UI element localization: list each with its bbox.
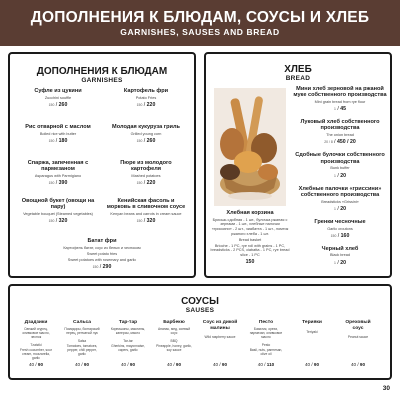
dish-name-en: Bread basket xyxy=(238,237,262,242)
sauce-desc: Помидоры, болгарский перец, репчатый лук xyxy=(64,326,100,335)
sauce-weight: 40 xyxy=(350,362,357,367)
sauce-weight: 40 xyxy=(120,362,127,367)
bread-item xyxy=(290,186,390,212)
dish-price: 150 / 290 xyxy=(92,264,112,271)
sauce-name-en: Tar-tar xyxy=(123,338,133,343)
page-subtitle: GARNISHES, SAUSES AND BREAD xyxy=(120,27,280,37)
bread-basket-photo xyxy=(214,88,286,206)
dish-name: Суфле из цукини xyxy=(34,88,82,94)
sauce-weight: 40 xyxy=(304,362,311,367)
dish-weight: 150 xyxy=(48,219,55,224)
bread-basket-illustration xyxy=(214,88,286,206)
sauce-name-en: Teriyaki xyxy=(306,329,318,334)
dish-weight: 150 xyxy=(136,181,143,186)
dish-price-value: 220 xyxy=(146,180,156,187)
dish-price-value: 45 xyxy=(340,106,346,113)
dish-price: 150 / 260 xyxy=(48,101,68,108)
garnish-item xyxy=(106,88,186,108)
dish-price: 150 / 320 xyxy=(136,218,156,225)
dish-weight: 1 xyxy=(334,107,336,112)
page-title: ДОПОЛНЕНИЯ К БЛЮДАМ, СОУСЫ И ХЛЕБ xyxy=(30,9,370,26)
dish-weight: 150 xyxy=(48,102,55,107)
sauce-item xyxy=(64,320,100,356)
dish-name-en: Bunk buffer xyxy=(330,166,350,171)
dish-price-value: 450 / 20 xyxy=(337,139,356,146)
dish-weight: 1 xyxy=(334,173,336,178)
dish-name: Луковый хлеб собственного производства xyxy=(300,119,380,132)
dish-weight: 150 xyxy=(48,138,55,143)
bread-item xyxy=(290,119,390,145)
bread-panel xyxy=(204,52,392,278)
sauce-item xyxy=(18,320,54,360)
sauce-price-value: 90 xyxy=(175,362,182,367)
dish-name-en: Vegetable bouquet (Steamed vegetables) xyxy=(23,212,93,217)
dish-name: Мини хлеб зерновой на ржаной муке собственного производства xyxy=(293,86,387,99)
header-banner xyxy=(0,0,400,46)
sauce-desc: Свежий огурец, оливковое масло, чеснок xyxy=(22,326,50,339)
dish-desc-en: Sweet potatoes with rosemary and garlic xyxy=(67,257,137,262)
dish-name: Хлебные палочки «гриссини» собственного производства xyxy=(298,185,382,198)
dish-price: 1 / 20 xyxy=(334,205,346,212)
dish-price-value: 320 xyxy=(58,218,68,225)
sauce-name-en: Tzatziki xyxy=(30,342,42,347)
dish-name: Черный хлеб xyxy=(321,245,359,252)
dish-name: Рис отварной с маслом xyxy=(25,124,91,130)
sauce-name: Дзадзики xyxy=(24,320,48,325)
sauce-name-en: BBQ xyxy=(170,338,178,343)
sauce-weight: 40 xyxy=(257,362,263,367)
dish-name-en: Grilled young corn xyxy=(130,131,162,136)
bread-item xyxy=(290,219,390,239)
sauce-desc-en: Tomatoes, tomatoes, pepper, chili pepper, garlic xyxy=(66,343,98,357)
sauce-price-value: 90 xyxy=(313,362,320,367)
dish-name-en: The onion bread xyxy=(326,133,354,138)
dish-price: 150 / 220 xyxy=(136,180,156,187)
sauce-price: 40 / 90 xyxy=(304,362,320,367)
dish-name-en: Potato Fries xyxy=(135,95,157,100)
dish-desc: Бриошь сдобная - 1 шт., булочка ржаная с зернами - 1 шт., хлебные палочки «гриссини» - 2 шт., чиабатта - 1 шт., ломтик ржаного хлеба - 1 шт. xyxy=(211,217,289,236)
bread-item xyxy=(290,246,390,266)
sauce-item xyxy=(294,320,330,335)
bread-list xyxy=(290,86,390,273)
sauce-price: 40 / 90 xyxy=(166,362,182,367)
dish-price-value: 20 xyxy=(340,259,346,266)
garnishes-title: ДОПОЛНЕНИЯ К БЛЮДАМ xyxy=(36,66,168,77)
sauce-weight: 40 xyxy=(74,362,81,367)
sauce-name: Сальса xyxy=(73,320,91,325)
dish-name: Гренки чесночные xyxy=(314,218,366,225)
dish-name-en: Asparagus with Parmigiano xyxy=(34,174,82,179)
bread-subtitle: BREAD xyxy=(285,75,311,82)
sauce-name: Терияки xyxy=(302,320,322,325)
sauce-price: 40 / 110 xyxy=(257,362,275,367)
dish-price: 150 / 160 xyxy=(330,232,350,239)
dish-name: Молодая кукуруза гриль xyxy=(112,124,180,130)
dish-name-en: Mashed potatoes xyxy=(131,174,161,179)
sauce-desc: Ананас, мед, соевый соус xyxy=(157,326,191,335)
sauce-item xyxy=(156,320,192,352)
sauces-title: СОУСЫ xyxy=(181,296,219,307)
dish-price: 1 / 20 xyxy=(334,172,346,179)
garnish-item xyxy=(106,160,186,186)
dish-price: 150 / 390 xyxy=(48,180,68,187)
dish-name-en: Boiled rice with butter xyxy=(39,131,77,136)
sauce-item xyxy=(248,320,284,356)
dish-price-value: 320 xyxy=(146,218,156,225)
dish-price-value: 220 xyxy=(146,101,156,108)
dish-name: Пюре из молодого картофеля xyxy=(120,160,172,173)
sauce-price: 40 / 90 xyxy=(212,362,228,367)
dish-weight: 150 xyxy=(136,102,143,107)
dish-price-value: 20 xyxy=(340,172,346,179)
sauce-price-value: 90 xyxy=(83,362,90,367)
dish-price-value: 180 xyxy=(58,137,68,144)
bread-title: ХЛЕБ xyxy=(284,64,312,75)
dish-weight: 150 xyxy=(136,219,143,224)
sauce-name: Песто xyxy=(258,320,274,325)
sauce-price-value: 90 xyxy=(221,362,228,367)
dish-name: Картофель фри xyxy=(123,88,169,94)
dish-desc: Картофель батат, соус из белых и чесноком xyxy=(63,245,141,250)
dish-price: 1 / 45 xyxy=(334,106,346,113)
dish-price: 20 / 8 / 450 / 20 xyxy=(324,139,356,146)
dish-price-value: 20 xyxy=(340,205,346,212)
sauce-price-value: 90 xyxy=(359,362,366,367)
dish-name-en: Zucchini souffle xyxy=(44,95,72,100)
sauce-price-value: 90 xyxy=(129,362,136,367)
sauce-item xyxy=(202,320,238,340)
dish-price-value: 290 xyxy=(102,264,112,271)
dish-price-value: 260 xyxy=(146,137,156,144)
dish-desc-en: Brioche - 1 PC, rye roll with grains - 1 PC, breadsticks - 2 PCS, ciabatta - 1 PC, rye bread slice - 1 PC xyxy=(210,243,290,257)
dish-name: Хлебная корзина xyxy=(226,210,274,216)
dish-name-en: Garlic croutons xyxy=(327,226,353,231)
dish-price-value: 260 xyxy=(58,101,68,108)
dish-price: 150 / 260 xyxy=(136,137,156,144)
sauce-desc: Базилик, орехи, пармезан, оливковое масло xyxy=(249,326,283,339)
sauce-desc: Корнишоны, маслины, каперсы, масло xyxy=(110,326,146,335)
garnishes-subtitle: GARNISHES xyxy=(81,77,123,84)
dish-name-en: Sweet potato fries xyxy=(86,251,118,256)
dish-price-value: 150 xyxy=(245,259,255,266)
sauces-subtitle: SAUSES xyxy=(185,307,215,314)
sauce-item xyxy=(340,320,376,340)
bread-item xyxy=(290,152,390,178)
sauce-name: Ореховый соус xyxy=(345,320,371,331)
garnish-item xyxy=(18,160,98,186)
bread-item xyxy=(290,86,390,112)
bread-basket xyxy=(210,210,290,265)
dish-name-en: Kenyan beans and carrots in cream sauce xyxy=(110,212,182,217)
page-number: 30 xyxy=(382,385,390,392)
garnishes-panel xyxy=(8,52,196,278)
dish-price: 1 / 20 xyxy=(334,259,346,266)
sauce-name-en: Pesto xyxy=(261,342,271,347)
dish-weight: 150 xyxy=(330,233,337,238)
dish-price-value: 160 xyxy=(340,232,350,239)
sauce-weight: 40 xyxy=(212,362,219,367)
sauce-price: 40 / 90 xyxy=(350,362,366,367)
sauce-name: Барбекю xyxy=(163,320,185,325)
sauce-price-value: 90 xyxy=(37,362,44,367)
sauce-price: 40 / 90 xyxy=(120,362,136,367)
dish-price: 150 / 180 xyxy=(48,137,68,144)
sauce-name-en: Peanut sauce xyxy=(347,335,369,340)
sauce-item xyxy=(110,320,146,352)
sauce-name-en: Wild raspberry sauce xyxy=(204,335,236,340)
dish-name: Спаржа, запеченная с пармезаном xyxy=(27,160,89,173)
dish-weight: 1 xyxy=(334,260,336,265)
sauce-price: 40 / 90 xyxy=(74,362,90,367)
dish-name: Овощной букет (овощи на пару) xyxy=(21,198,95,211)
dish-weight: 150 xyxy=(48,181,55,186)
dish-price: 150 / 320 xyxy=(48,218,68,225)
dish-name: Кенийская фасоль и морковь в сливочном соусе xyxy=(106,198,186,211)
dish-name: Сдобные булочки собственного производства xyxy=(295,152,385,165)
sauce-name-en: Salsa xyxy=(77,338,87,343)
sauce-desc-en: Basil, nuts, parmesan, olive oil xyxy=(249,347,283,357)
dish-name: Батат фри xyxy=(87,238,117,244)
sauce-desc-en: Gherkins, mayonnaise, capers, garlic xyxy=(111,343,145,352)
dish-name-en: Mini grain bread from rye flour xyxy=(314,100,366,105)
garnish-item xyxy=(106,198,186,224)
sauce-desc-en: Pineapple, honey, garlic, soy sauce xyxy=(156,343,192,352)
dish-weight: 150 xyxy=(136,138,143,143)
garnish-item xyxy=(56,238,148,270)
dish-name-en: Breadsticks «Grissini» xyxy=(321,199,359,204)
sauce-name: Тар-тар xyxy=(118,320,138,325)
sauce-desc-en: Fresh cucumber, sour cream, mozzarella, garlic xyxy=(20,347,52,361)
sauce-weight: 40 xyxy=(166,362,173,367)
garnish-item xyxy=(18,198,98,224)
sauce-price: 40 / 90 xyxy=(28,362,44,367)
sauces-panel xyxy=(8,284,392,380)
dish-name-en: Black bread xyxy=(329,253,351,258)
dish-weight: 20 / 8 xyxy=(324,140,333,145)
dish-price: 150 / 220 xyxy=(136,101,156,108)
sauce-price-value: 110 xyxy=(266,362,275,367)
garnish-item xyxy=(18,88,98,108)
sauce-weight: 40 xyxy=(28,362,35,367)
dish-weight: 1 xyxy=(334,206,336,211)
dish-price xyxy=(210,259,290,265)
sauce-name: Соус из дикой малины xyxy=(202,320,238,331)
dish-price-value: 390 xyxy=(58,180,68,187)
garnish-item xyxy=(18,124,98,144)
garnish-item xyxy=(106,124,186,144)
dish-weight: 150 xyxy=(92,265,99,270)
